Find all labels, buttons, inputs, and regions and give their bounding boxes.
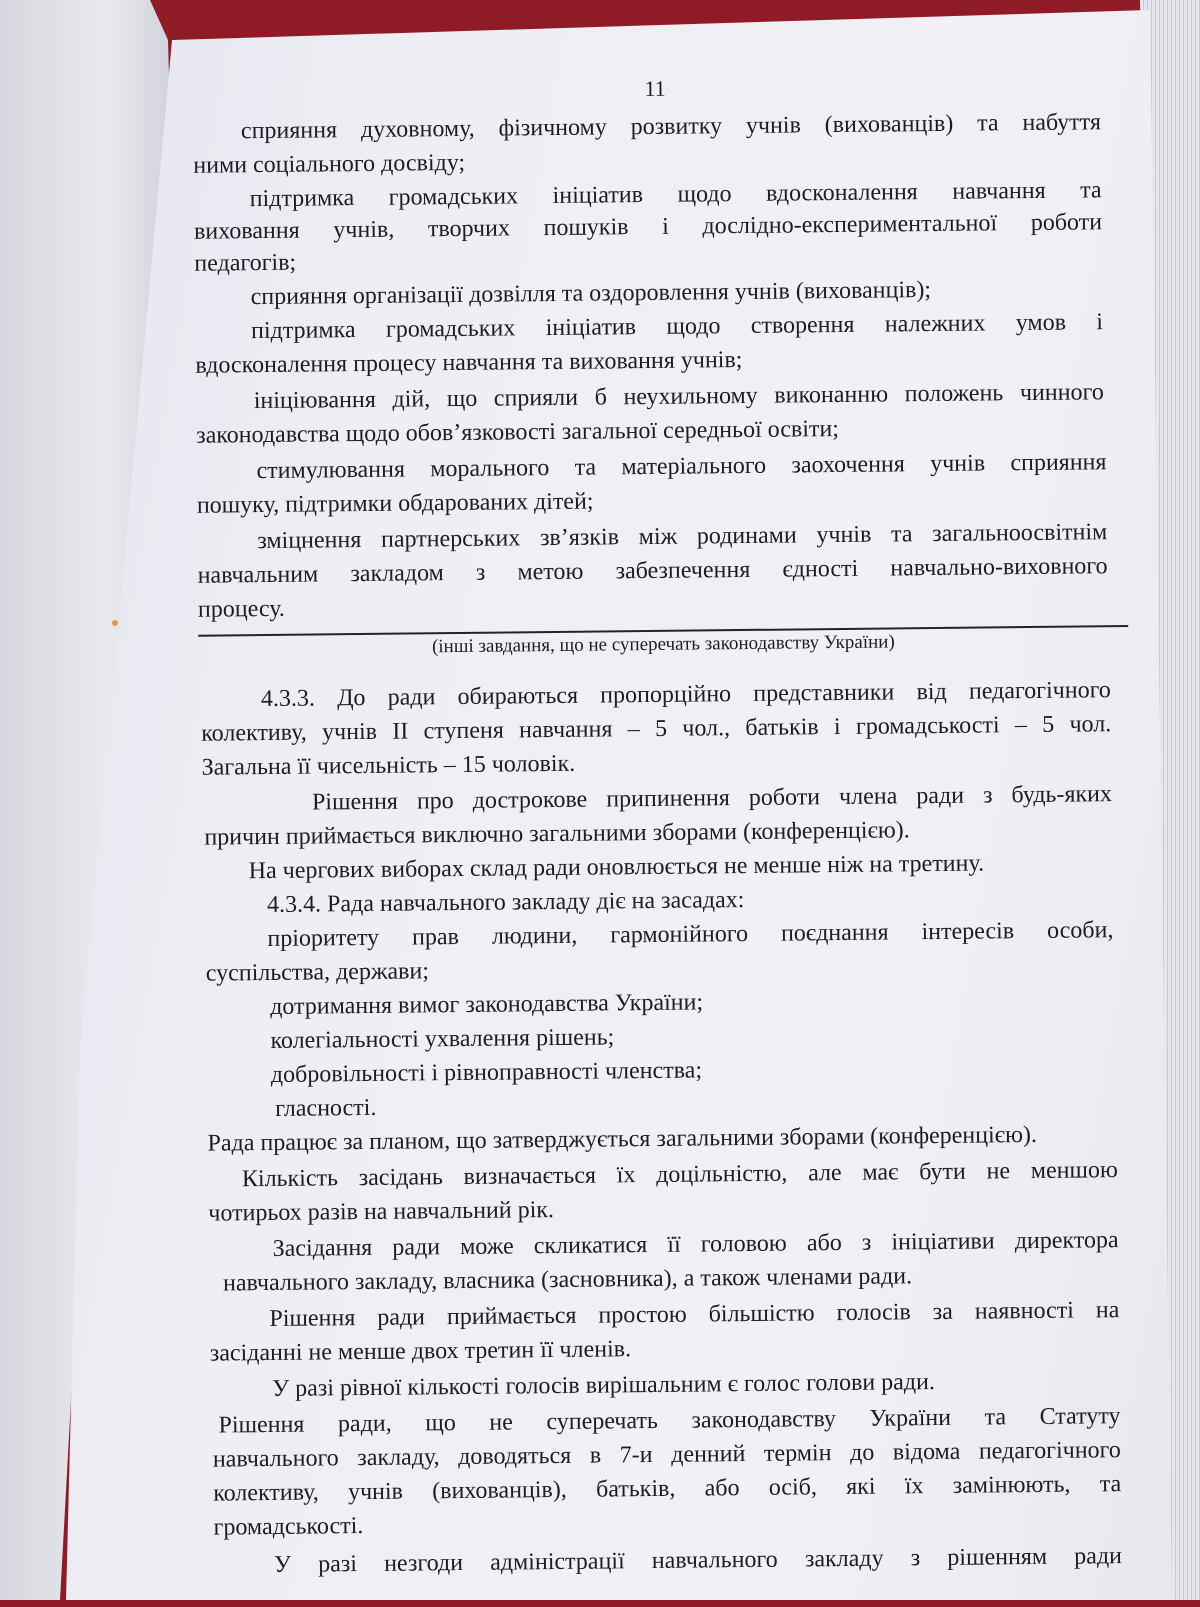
text-line: добровільності і рівноправності членства; — [270, 1057, 703, 1088]
text-line: На чергових виборах склад ради оновлюється не менше ніж на третину. — [248, 850, 985, 885]
text-line: вдосконалення процесу навчання та виховання учнів; — [195, 347, 743, 379]
text-line: Загальна її чисельність – 15 чоловік. — [201, 750, 576, 781]
text-line: сприяння організації дозвілля та оздоровлення учнів (вихованців); — [250, 277, 932, 311]
text-line: гласності. — [275, 1094, 377, 1122]
text-line: підтримка громадських ініціатив щодо створення належних умов і — [250, 309, 1104, 345]
caption: (інші завдання, що не суперечать законодавству України) — [431, 631, 895, 658]
text-line: навчального закладу, власника (засновника), а також членами ради. — [222, 1263, 913, 1297]
text-line: Рада працює за планом, що затверджується загальними зборами (конференцією). — [207, 1121, 1038, 1157]
text-line: суспільства, держави; — [205, 958, 430, 987]
text-line: Засідання ради може скликатися її головою або з ініціативи директора — [272, 1227, 1119, 1262]
text-line: 4.3.4. Рада навчального закладу діє на засадах: — [266, 887, 745, 919]
text-line: виховання учнів, творчих пошуків і дослідно-експериментальної роботи — [193, 209, 1103, 245]
text-line: пріоритету прав людини, гармонійного поєднання інтересів особи, — [267, 917, 1114, 953]
text-line: пошуку, підтримки обдарованих дітей; — [196, 488, 594, 519]
text-line: чотирьох разів на навчальний рік. — [208, 1197, 555, 1227]
text-line: навчального закладу, доводяться в 7-и денний термін до відома педагогічного — [212, 1437, 1121, 1473]
text-line: Рішення про дострокове припинення роботи члена ради з будь-яких — [311, 781, 1113, 816]
text-line: законодавства щодо обов’язковості загальної середньої освіти; — [196, 416, 840, 449]
text-line: громадськості. — [213, 1513, 364, 1541]
text-line: колегіальності ухвалення рішень; — [270, 1024, 615, 1054]
text-line: колективу, учнів ІІ ступеня навчання – 5 чол., батьків і громадськості – 5 чол. — [201, 711, 1112, 747]
text-line: У разі незгоди адміністрації навчального закладу з рішенням ради — [273, 1543, 1123, 1578]
text-line: педагогів; — [194, 249, 297, 277]
text-line: ініціювання дій, що сприяли б неухильному виконанню положень чинного — [253, 379, 1104, 415]
text-line: причин приймається виключно загальними зборами (конференцією). — [204, 817, 910, 851]
text-line: підтримка громадських ініціатив щодо вдосконалення навчання та — [249, 177, 1102, 213]
text-line: процесу. — [197, 595, 285, 623]
text-line: зміцнення партнерських зв’язків між родинами учнів та загальноосвітнім — [257, 519, 1108, 555]
text-line: ними соціального досвіду; — [193, 149, 466, 179]
text-line: стимулювання морального та матеріального заохочення учнів сприяння — [256, 449, 1107, 485]
text-line: Рішення ради, що не суперечать законодавству України та Статуту — [218, 1403, 1121, 1439]
text-line: засіданні не менше двох третин її членів. — [209, 1336, 632, 1367]
text-line: дотримання вимог законодавства України; — [270, 989, 704, 1020]
page-number: 11 — [644, 75, 666, 102]
text-line: сприяння духовному, фізичному розвитку учнів (вихованців) та набуття — [240, 109, 1102, 145]
text-line: навчальним закладом з метою забезпечення єдності навчально-виховного — [197, 553, 1108, 589]
text-line: Рішення ради приймається простою більшістю голосів за наявності на — [269, 1297, 1120, 1333]
text-line: 4.3.3. До ради обираються пропорційно представники від педагогічного — [260, 677, 1112, 713]
text-line: Кількість засідань визначається їх доцільністю, але має бути не меншою — [241, 1157, 1119, 1193]
text-line: У разі рівної кількості голосів вирішальним є голос голови ради. — [272, 1369, 936, 1402]
text-line: колективу, учнів (вихованців), батьків, або осіб, які їх замінюють, та — [213, 1471, 1122, 1507]
